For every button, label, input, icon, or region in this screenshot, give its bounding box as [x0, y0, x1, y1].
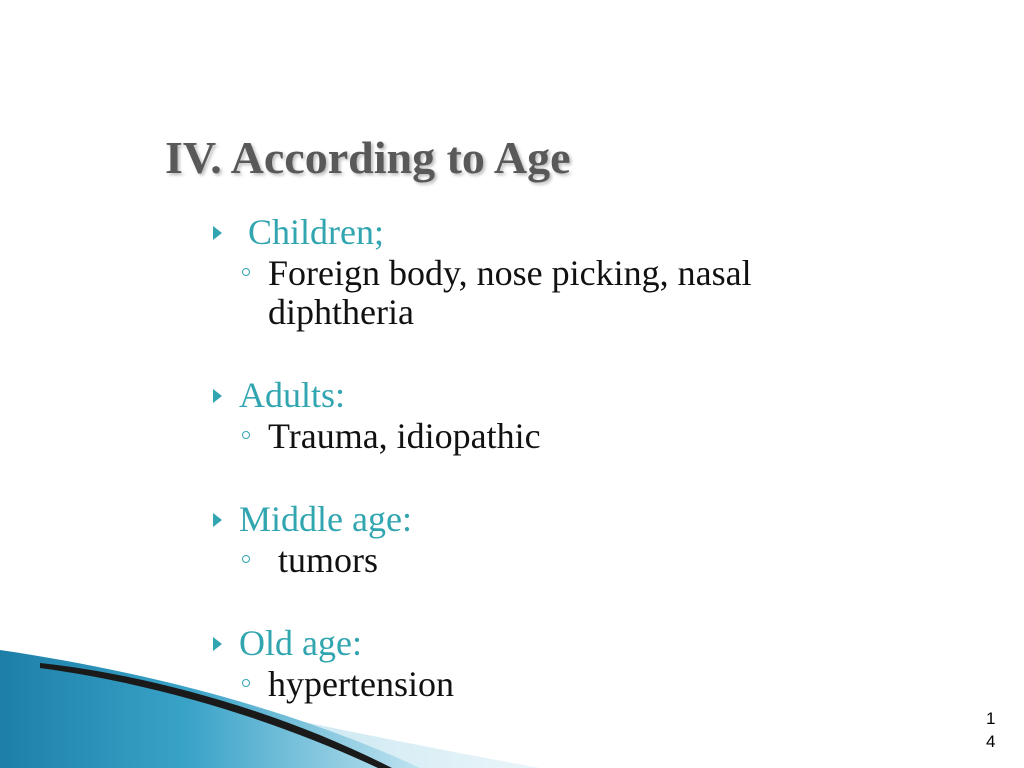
bullet-arrow-icon	[213, 226, 222, 240]
bullet-circle-icon	[242, 555, 250, 563]
page-number-digit: 1	[986, 709, 996, 728]
list-item: Trauma, idiopathic	[268, 416, 541, 456]
bullet-circle-icon	[242, 431, 250, 439]
section-heading-old-age: Old age:	[239, 623, 362, 663]
slide-title: IV. According to Age	[165, 132, 571, 183]
list-item: diphtheria	[268, 292, 414, 332]
bullet-circle-icon	[242, 679, 250, 687]
bullet-arrow-icon	[213, 389, 222, 403]
bullet-circle-icon	[242, 268, 250, 276]
section-heading-adults: Adults:	[239, 375, 346, 415]
list-item: Foreign body, nose picking, nasal	[268, 253, 752, 293]
section-heading-middle-age: Middle age:	[239, 499, 412, 539]
bullet-arrow-icon	[213, 637, 222, 651]
bullet-arrow-icon	[213, 513, 222, 527]
section-heading-children: Children;	[248, 212, 384, 252]
list-item: tumors	[278, 540, 379, 580]
list-item: hypertension	[268, 664, 454, 704]
page-number-digit: 4	[986, 732, 996, 751]
